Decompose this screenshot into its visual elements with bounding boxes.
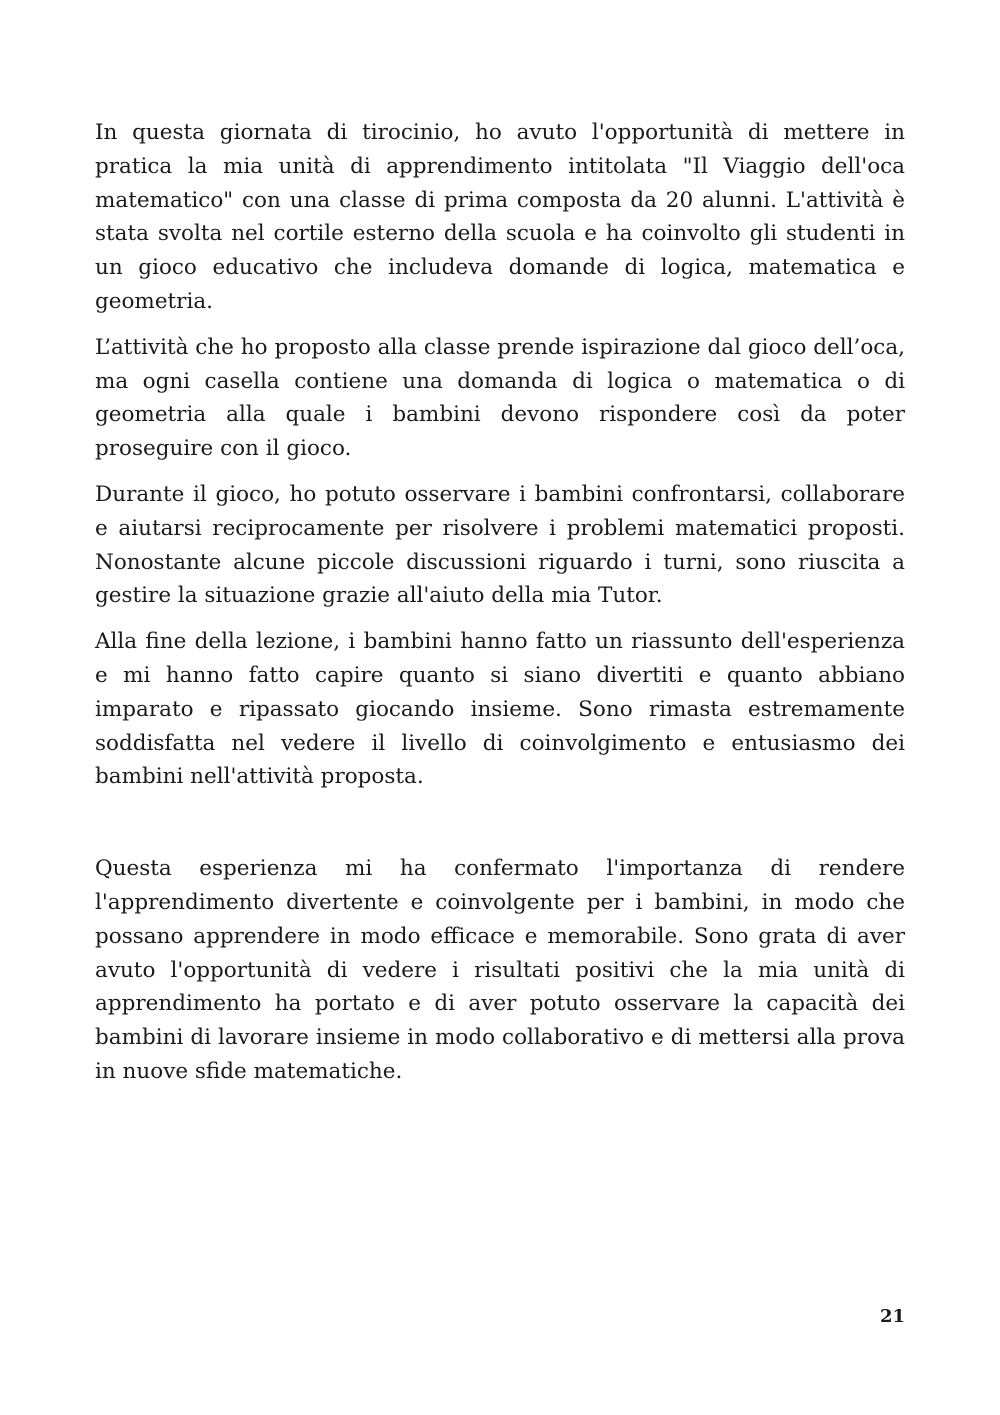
body-text	[95, 116, 905, 1101]
paragraph-1: In questa giornata di tirocinio, ho avuto l'opportunità di mettere in pratica la mia unità di apprendimento intitolata "Il Viaggio dell'oca matematico" con una classe di prima composta da 20 alunni. L'attività è stata svolta nel cortile esterno della scuola e ha coinvolto gli studenti in un gioco educativo che includeva domande di logica, matematica e geometria.	[95, 120, 905, 314]
paragraph-4: Alla fine della lezione, i bambini hanno fatto un riassunto dell'esperienza e mi hanno fatto capire quanto si siano divertiti e quanto abbiano imparato e ripassato giocando insieme. Sono rimasta estremamente soddisfatta nel vedere il livello di coinvolgimento e entusiasmo dei bambini nell'attività proposta.	[95, 629, 905, 790]
paragraph-3: Durante il gioco, ho potuto osservare i bambini confrontarsi, collaborare e aiutarsi reciprocamente per risolvere i problemi matematici proposti. Nonostante alcune piccole discussioni riguardo i turni, sono riuscita a gestire la situazione grazie all'aiuto della mia Tutor.	[95, 481, 905, 609]
page-number: 21	[879, 1306, 905, 1327]
paragraph-2: L’attività che ho proposto alla classe prende ispirazione dal gioco dell’oca, ma ogni casella contiene una domanda di logica o matematica o di geometria alla quale i bambini devono rispondere così da poter proseguire con il gioco.	[95, 334, 905, 462]
paragraph-5: Questa esperienza mi ha confermato l'importanza di rendere l'apprendimento divertente e coinvolgente per i bambini, in modo che possano apprendere in modo efficace e memorabile. Sono grata di aver avuto l'opportunità di vedere i risultati positivi che la mia unità di apprendimento ha portato e di aver potuto osservare la capacità dei bambini di lavorare insieme in modo collaborativo e di mettersi alla prova in nuove sfide matematiche.	[95, 856, 905, 1084]
